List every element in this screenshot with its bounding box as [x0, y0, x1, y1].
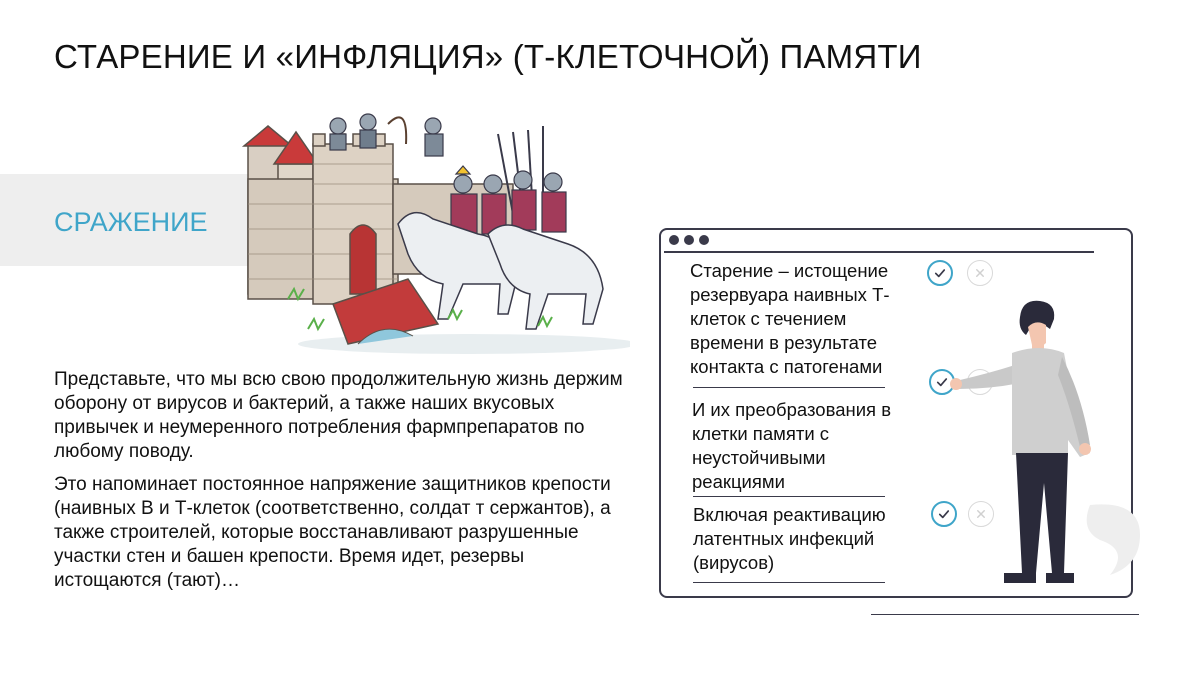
intro-paragraph: Представьте, что мы всю свою продолжительную жизнь держим оборону от вирусов и бактерий, а также наших вкусовых привычек и неумеренного потребления фармпрепаратов по любому поводу. [54, 369, 623, 462]
section-label: СРАЖЕНИЕ [54, 207, 208, 237]
item-divider [693, 582, 885, 583]
window-title-bar-divider [664, 251, 1094, 253]
slide-title: СТАРЕНИЕ И «ИНФЛЯЦИЯ» (Т-КЛЕТОЧНОЙ) ПАМЯТИ [54, 38, 922, 75]
item-divider [693, 496, 885, 497]
checklist-item: Включая реактивацию латентных инфекций (вирусов) [693, 504, 886, 573]
check-circle-icon [927, 260, 953, 286]
analogy-paragraph: Это напоминает постоянное напряжение защитников крепости (наивных В и Т-клеток (соответственно, солдат т сержантов), а также строителей, которые восстанавливают разрушенные участки стен и башен крепости. Время идет, резервы истощаются (тают)… [54, 474, 611, 591]
window-dot-icon [669, 235, 679, 245]
pointing-person-illustration [940, 295, 1145, 590]
bottom-divider [871, 614, 1139, 615]
cross-circle-icon [967, 260, 993, 286]
castle-battle-illustration [238, 104, 630, 362]
checklist-item: Старение – истощение резервуара наивных Т-клеток с течением времени в результате контакта с патогенами [690, 260, 890, 377]
window-dot-icon [684, 235, 694, 245]
checklist-item: И их преобразования в клетки памяти с неустойчивыми реакциями [692, 399, 892, 492]
window-dot-icon [699, 235, 709, 245]
item-divider [693, 387, 885, 388]
